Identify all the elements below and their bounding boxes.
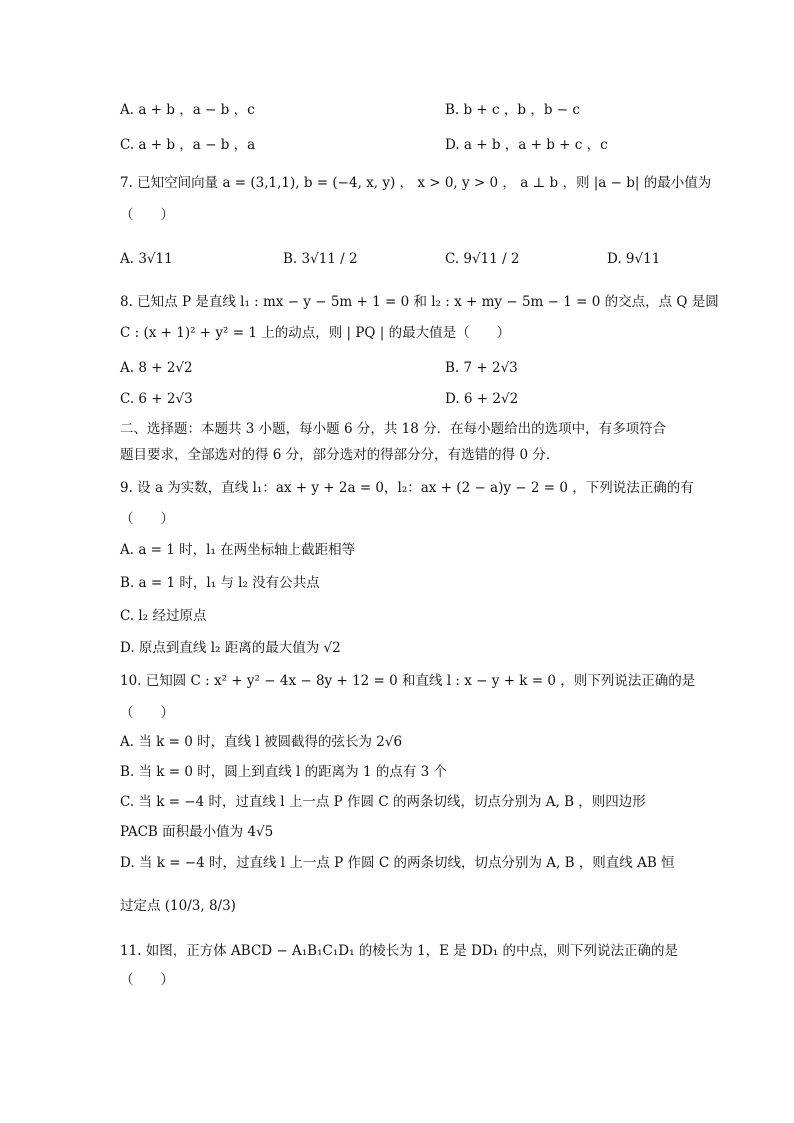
q9-stem: 9. 设 a 为实数，直线 l₁：ax + y + 2a = 0，l₂：ax + (2 − a)y − 2 = 0 ，下列说法正确的有 bbox=[120, 480, 694, 496]
q10-option-c-line1: C. 当 k = −4 时，过直线 l 上一点 P 作圆 C 的两条切线，切点分别为 A, B ，则四边形 bbox=[120, 794, 646, 810]
q7-paren: （ ） bbox=[120, 207, 174, 223]
q9-option-d: D. 原点到直线 l₂ 距离的最大值为 √2 bbox=[120, 640, 341, 656]
q8-option-c: C. 6 + 2√3 bbox=[120, 391, 193, 407]
q8-stem-line2: C : (x + 1)² + y² = 1 上的动点，则 | PQ | 的最大值是（ ） bbox=[120, 325, 511, 341]
q7-option-d: D. 9√11 bbox=[607, 251, 661, 267]
q10-paren: （ ） bbox=[120, 705, 174, 721]
section2-line2: 题目要求，全部选对的得 6 分，部分选对的得部分分，有选错的得 0 分． bbox=[120, 447, 560, 463]
q10-option-a: A. 当 k = 0 时，直线 l 被圆截得的弦长为 2√6 bbox=[120, 734, 403, 750]
q8-option-b: B. 7 + 2√3 bbox=[445, 360, 518, 376]
q9-paren: （ ） bbox=[120, 511, 174, 527]
q10-option-d-line1: D. 当 k = −4 时，过直线 l 上一点 P 作圆 C 的两条切线，切点分别为 A, B ，则直线 AB 恒 bbox=[120, 855, 675, 871]
q9-option-c: C. l₂ 经过原点 bbox=[120, 608, 207, 624]
q11-stem: 11. 如图，正方体 ABCD − A₁B₁C₁D₁ 的棱长为 1，E 是 DD₁ 的中点，则下列说法正确的是 bbox=[120, 943, 678, 959]
q7-option-a: A. 3√11 bbox=[120, 251, 173, 267]
q9-option-a: A. a = 1 时，l₁ 在两坐标轴上截距相等 bbox=[120, 542, 356, 558]
q7-stem: 7. 已知空间向量 a = (3,1,1), b = (−4, x, y) ， x > 0, y > 0 ， a ⊥ b ，则 |a − b| 的最小值为 bbox=[120, 175, 712, 191]
section2-line1: 二、选择题：本题共 3 小题，每小题 6 分，共 18 分．在每小题给出的选项中，有多项符合 bbox=[120, 421, 667, 437]
q10-option-b: B. 当 k = 0 时，圆上到直线 l 的距离为 1 的点有 3 个 bbox=[120, 764, 447, 780]
q6-option-a: A. a + b ，a − b ，c bbox=[120, 102, 255, 118]
q10-option-d-line2: 过定点 (10/3, 8/3) bbox=[120, 898, 236, 914]
q6-option-b: B. b + c ，b ，b − c bbox=[445, 102, 580, 118]
q6-option-d: D. a + b ，a + b + c ，c bbox=[445, 137, 608, 153]
q6-option-c: C. a + b ，a − b ，a bbox=[120, 137, 256, 153]
q10-stem: 10. 已知圆 C : x² + y² − 4x − 8y + 12 = 0 和直线 l : x − y + k = 0 ，则下列说法正确的是 bbox=[120, 673, 696, 689]
q8-option-d: D. 6 + 2√2 bbox=[445, 391, 519, 407]
q9-option-b: B. a = 1 时，l₁ 与 l₂ 没有公共点 bbox=[120, 575, 320, 591]
q7-option-c: C. 9√11 / 2 bbox=[445, 251, 520, 267]
q7-option-b: B. 3√11 / 2 bbox=[283, 251, 358, 267]
q10-option-c-line2: PACB 面积最小值为 4√5 bbox=[120, 824, 274, 840]
q11-paren: （ ） bbox=[120, 972, 174, 988]
q8-stem-line1: 8. 已知点 P 是直线 l₁ : mx − y − 5m + 1 = 0 和 l₂ : x + my − 5m − 1 = 0 的交点，点 Q 是圆 bbox=[120, 294, 719, 310]
q8-option-a: A. 8 + 2√2 bbox=[120, 360, 193, 376]
